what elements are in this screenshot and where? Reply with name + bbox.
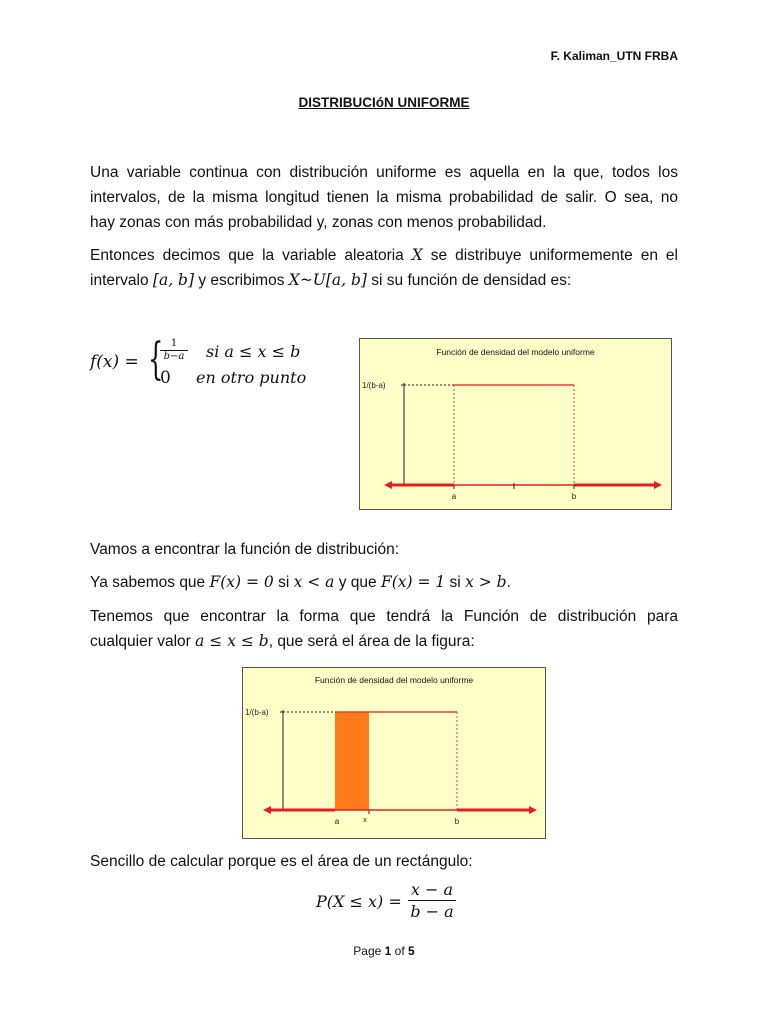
section-2-task xyxy=(90,604,678,654)
density-chart-1 xyxy=(359,338,672,510)
formula-lhs: f(x) = xyxy=(90,352,139,372)
task-condition: a ≤ x ≤ b xyxy=(195,632,269,650)
chart-1-plot xyxy=(360,339,671,509)
known-text: . xyxy=(506,574,511,591)
definition-text: intervalo xyxy=(90,272,153,289)
cdf-numerator: x − a xyxy=(408,880,456,901)
condition-less-than-a: x < a xyxy=(293,573,335,591)
density-chart-2 xyxy=(242,667,546,839)
formula-brace: { xyxy=(148,334,164,385)
fraction-denominator: b−a xyxy=(163,351,185,362)
chart-1-y-label: 1/(b-a) xyxy=(362,381,386,390)
footer-of: of xyxy=(391,944,409,958)
intro-line-3: hay zonas con más probabilidad y, zonas con menos probabilidad. xyxy=(90,214,547,231)
formula-fraction xyxy=(160,338,188,363)
document-title: DISTRIBUCIóN UNIFORME xyxy=(298,95,470,110)
section-3-text: Sencillo de calcular porque es el área de un rectángulo: xyxy=(90,853,473,870)
cdf-zero-expression: F(x) = 0 xyxy=(209,573,274,591)
chart-1-x-label-a: a xyxy=(451,492,457,501)
interval-notation: [a, b] xyxy=(152,271,195,289)
fraction-numerator: 1 xyxy=(160,338,188,351)
known-text: si xyxy=(445,574,466,591)
chart-1-arrow-left xyxy=(384,481,392,489)
footer-prefix: Page xyxy=(353,944,385,958)
cdf-formula xyxy=(316,880,466,930)
author-header: F. Kaliman_UTN FRBA xyxy=(550,49,678,63)
definition-line-2 xyxy=(90,268,678,293)
chart-2-x-label-b: b xyxy=(454,817,460,826)
section-2-known-values xyxy=(90,570,678,595)
chart-1-arrow-right xyxy=(654,481,662,489)
definition-line-1 xyxy=(90,243,678,268)
chart-2-arrow-right xyxy=(529,806,537,814)
random-variable-symbol: X xyxy=(411,246,423,264)
formula-case-1: si a ≤ x ≤ b xyxy=(206,342,301,361)
definition-paragraph xyxy=(90,243,678,293)
known-text: Ya sabemos que xyxy=(90,574,210,591)
known-text: si xyxy=(273,574,294,591)
page-footer xyxy=(0,944,768,958)
formula-case-2: en otro punto xyxy=(196,368,307,387)
definition-text: Entonces decimos que la variable aleatoria xyxy=(90,247,412,264)
chart-1-title: Función de densidad del modelo uniforme xyxy=(436,347,595,357)
chart-2-y-label: 1/(b-a) xyxy=(245,708,269,717)
distribution-notation: X~U[a, b] xyxy=(288,271,367,289)
cdf-formula-lhs: P(X ≤ x) = xyxy=(316,892,402,911)
task-line-1: Tenemos que encontrar la forma que tendrá la Función de distribución para xyxy=(90,608,678,625)
footer-total-pages: 5 xyxy=(408,944,415,958)
condition-greater-than-b: x > b xyxy=(465,573,507,591)
chart-2-x-label-a: a xyxy=(334,817,340,826)
intro-paragraph xyxy=(90,160,678,235)
chart-2-arrow-left xyxy=(263,806,271,814)
definition-text: si su función de densidad es: xyxy=(366,272,572,289)
task-text: , que será el área de la figura: xyxy=(268,633,475,650)
chart-2-plot xyxy=(243,668,545,838)
chart-2-shaded-area xyxy=(335,712,369,810)
section-2-heading: Vamos a encontrar la función de distribución: xyxy=(90,541,400,558)
known-text: y que xyxy=(334,574,381,591)
cdf-denominator: b − a xyxy=(410,902,454,921)
cdf-formula-fraction xyxy=(408,880,456,923)
formula-zero: 0 xyxy=(160,368,171,388)
chart-1-x-label-b: b xyxy=(571,492,577,501)
task-text: cualquier valor xyxy=(90,633,196,650)
definition-text: se distribuye uniformemente en el xyxy=(422,247,678,264)
intro-line-2: intervalos, de la misma longitud tienen la misma probabilidad de salir. O sea, no xyxy=(90,189,678,206)
footer-page-number: 1 xyxy=(384,944,392,958)
chart-2-x-label-x: x xyxy=(363,817,367,824)
chart-2-title: Función de densidad del modelo uniforme xyxy=(314,675,474,685)
cdf-one-expression: F(x) = 1 xyxy=(380,573,446,591)
task-line-2 xyxy=(90,629,678,654)
intro-line-1: Una variable continua con distribución uniforme es aquella en la que, todos los xyxy=(90,164,678,181)
density-function-formula xyxy=(90,336,330,392)
definition-text: y escribimos xyxy=(194,272,289,289)
